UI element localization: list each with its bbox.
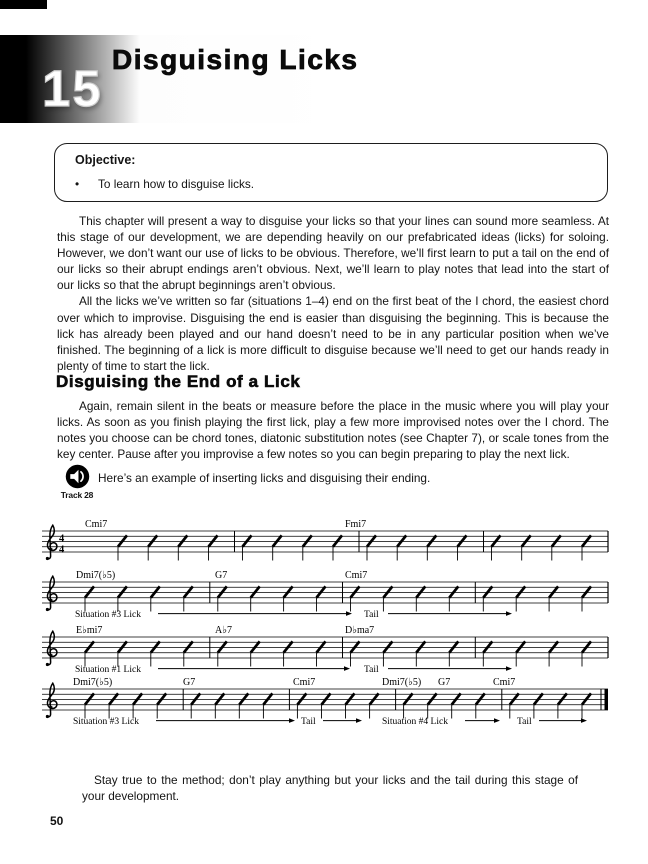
stave [42,570,608,620]
treble-clef-icon [47,525,56,559]
intro-paragraph-2: All the licks we’ve written so far (situations 1–4) end on the first beat of the I chord, the easiest chord over which to improvise. Disguising the end is easier than disguising the beginning. This is because the lick has already been played and our hand doesn’t need to be in any particular position when we’ve finished. The beginning of a lick is more difficult to disguise because we’ll need to get our hands ready in plenty of time to start the lick. [57,294,609,373]
arrowhead-icon [506,611,512,616]
speaker-icon [65,464,90,489]
treble-clef-icon [47,683,56,717]
chord-symbol: Cmi7 [493,677,516,688]
arrowhead-icon [344,666,350,671]
phrase-label: Tail [301,717,316,727]
arrowhead-icon [356,718,362,723]
stave [42,625,608,675]
closing-paragraphs [82,772,578,804]
chord-symbol: Dmi7(♭5) [382,677,422,688]
section-paragraph-1: Again, remain silent in the beats or measure before the place in the music where you will play your licks. As soon as you finish playing the first lick, play a few more improvised notes over the I chord. The notes you choose can be chord tones, diatonic substitution notes (see Chapter 7), or scale tones from the key center. Pause after you improvise a few notes so you can begin preparing to play the next lick. [57,399,609,462]
treble-clef-icon [47,576,56,610]
chord-symbol: Cmi7 [85,519,108,530]
arrowhead-icon [346,611,352,616]
objective-text: To learn how to disguise licks. [98,177,255,191]
treble-clef-icon [47,631,56,665]
time-signature: 4 [59,533,65,545]
section-paragraphs [57,398,609,462]
track-label: Track 28 [60,490,94,500]
chord-symbol: D♭ma7 [345,625,375,636]
arrowhead-icon [289,718,295,723]
objective-bullet-row [75,177,587,191]
music-notation [40,514,615,749]
phrase-label: Tail [517,717,532,727]
track-caption: Here’s an example of inserting licks and disguising their ending. [98,471,431,485]
chord-symbol: Dmi7(♭5) [76,570,116,581]
time-signature: 4 [59,544,65,556]
intro-paragraph-1: This chapter will present a way to disguise your licks so that your lines can sound more seamless. At this stage of our development, we are depending heavily on our prefabricated ideas (licks) for soloing. However, we don’t want our use of licks to be obvious. Therefore, we’ll first learn to put a tail on the end of our licks so their abrupt endings aren’t obvious. Next, we’ll learn to play notes that lead into the start of our licks so that the abrupt beginnings aren’t obvious. [57,214,609,293]
page-number: 50 [50,814,64,828]
track-block [58,464,96,500]
section-heading: Disguising the End of a Lick [56,372,301,391]
objective-box [54,143,608,202]
phrase-label: Situation #1 Lick [75,665,141,675]
chord-symbol: Fmi7 [345,519,367,530]
phrase-label: Tail [364,665,379,675]
arrowhead-icon [494,718,500,723]
closing-paragraph-1: Stay true to the method; don’t play anything but your licks and the tail during this stage of your development. [82,773,578,804]
arrowhead-icon [581,718,587,723]
objective-heading: Objective: [75,153,136,167]
chord-symbol: G7 [215,570,228,581]
chord-symbol: G7 [183,677,196,688]
phrase-label: Situation #3 Lick [75,610,141,620]
chapter-title: Disguising Licks [112,44,359,75]
bullet-marker: • [75,177,80,191]
chord-symbol: E♭mi7 [76,625,103,636]
chord-symbol: Cmi7 [345,570,368,581]
chord-symbol: Cmi7 [293,677,316,688]
intro-paragraphs [57,213,609,374]
phrase-label: Situation #4 Lick [382,717,448,727]
phrase-label: Situation #3 Lick [73,717,139,727]
arrowhead-icon [506,666,512,671]
chord-symbol: G7 [438,677,451,688]
corner-bar [0,0,47,9]
chapter-number: 15 [42,60,103,117]
phrase-label: Tail [364,610,379,620]
stave [42,677,608,727]
stave [42,519,608,561]
chord-symbol: Dmi7(♭5) [73,677,113,688]
chord-symbol: A♭7 [215,625,232,636]
